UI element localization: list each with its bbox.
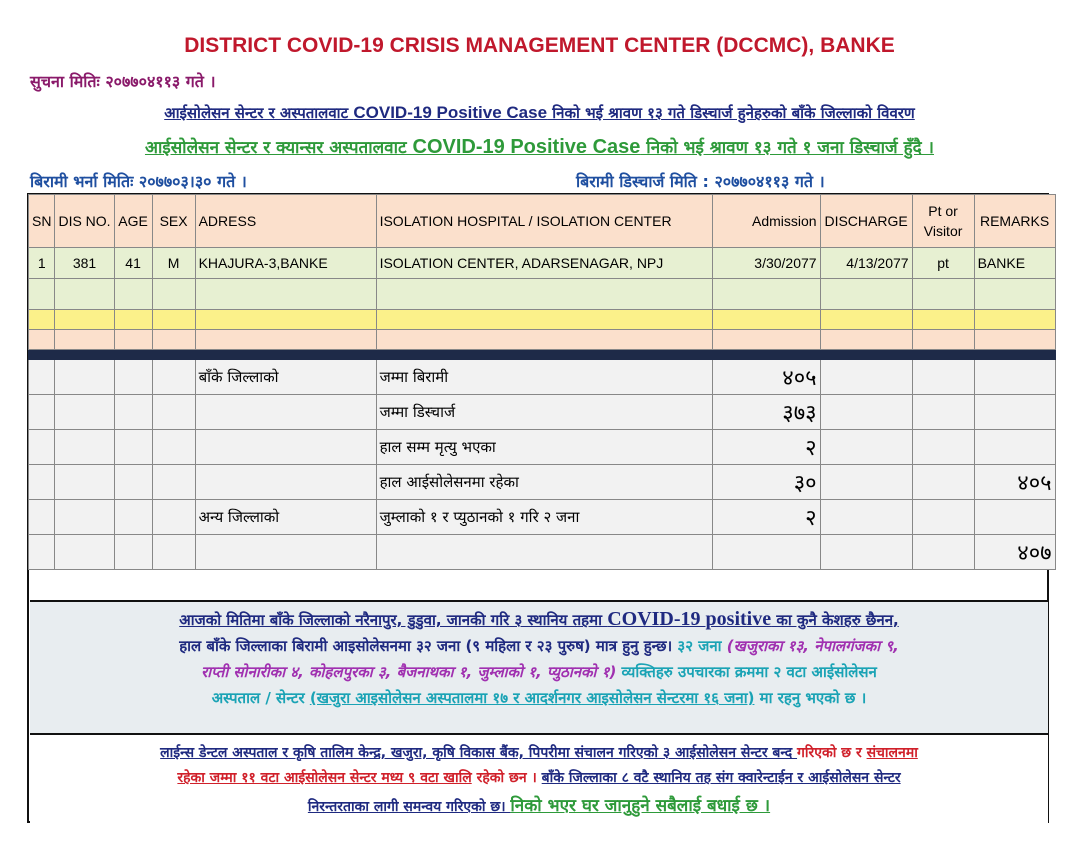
subtitle-discharge-details <box>0 103 1079 123</box>
para2-line2 <box>30 768 1048 787</box>
subtitle2-part-c: निको भई श्रावण १३ गते १ जना डिस्चार्ज हुँदै । <box>640 138 935 158</box>
deaths-value: २ <box>712 430 820 465</box>
status-paragraph <box>30 600 1048 734</box>
in-isolation-value: ३० <box>712 465 820 500</box>
para1-line2-c: (खजुराका १३, नेपालगंजका ९, <box>726 637 899 655</box>
table-row <box>29 248 1056 279</box>
col-pt-or-visitor: Pt or Visitor <box>912 195 974 248</box>
in-isolation-label: हाल आईसोलेसनमा रहेका <box>376 465 712 500</box>
summary-row <box>29 395 1056 430</box>
summary-row <box>29 500 1056 535</box>
total-patients-label: जम्मा बिरामी <box>376 360 712 395</box>
discharge-date: बिरामी डिस्चार्ज मिति : २०७७०४११३ गते । <box>576 172 825 191</box>
other-detail-label: जुम्लाको १ र प्युठानको १ गरि २ जना <box>376 500 712 535</box>
para2-line1-a: लाईन्स डेन्टल अस्पताल र कृषि तालिम केन्द्र, खजुरा, कृषि विकास बैंक, पिपरीमा संचालन गरिएको ३ आईसोलेसन सेन्टर बन्द <box>160 745 798 761</box>
col-remarks: REMARKS <box>974 195 1055 248</box>
para1-line1 <box>30 608 1048 631</box>
page-title: DISTRICT COVID-19 CRISIS MANAGEMENT CENTER (DCCMC), BANKE <box>184 34 895 57</box>
cell-remarks: BANKE <box>974 248 1055 279</box>
empty-row <box>29 279 1056 310</box>
isolation-center-paragraph <box>30 733 1048 823</box>
subtitle1-part-c: निको भई श्रावण १३ गते डिस्चार्ज हुनेहरुको बाँके जिल्लाको विवरण <box>547 104 915 122</box>
para1-line2-a: हाल बाँके जिल्लाका बिरामी आइसोलेसनमा ३२ जना (९ महिला र २३ पुरुष) मात्र हुनु हुन्छ। <box>179 637 678 655</box>
subtitle1-part-b: COVID-19 Positive Case <box>353 103 548 122</box>
admission-date: बिरामी भर्ना मितिः २०७७०३।३० गते । <box>30 172 247 191</box>
col-dis-no: DIS NO. <box>55 195 114 248</box>
notice-date: सुचना मितिः २०७७०४११३ गते । <box>30 72 216 91</box>
summary-row <box>29 360 1056 395</box>
cell-pt: pt <box>912 248 974 279</box>
para2-line1-c: संचालनमा <box>866 745 918 761</box>
cell-discharge: 4/13/2077 <box>820 248 912 279</box>
other-district-label: अन्य जिल्लाको <box>195 500 376 535</box>
para2-line2-a: रहेका जम्मा ११ वटा आईसोलेसन सेन्टर मध्य ९ वटा खालि <box>177 770 472 786</box>
para1-line1-a: आजको मितिमा बाँके जिल्लाको नरैनापुर, डुडुवा, जानकी गरि ३ स्थानिय तहमा <box>179 611 608 629</box>
patients-table <box>28 194 1056 570</box>
summary-row <box>29 535 1056 570</box>
para1-line4-a: अस्पताल / सेन्टर <box>211 689 310 707</box>
cell-hospital: ISOLATION CENTER, ADARSENAGAR, NPJ <box>376 248 712 279</box>
total-discharge-label: जम्मा डिस्चार्ज <box>376 395 712 430</box>
para1-line4 <box>30 688 1048 708</box>
col-sex: SEX <box>152 195 195 248</box>
total-discharge-value: ३७३ <box>712 395 820 430</box>
divider-row <box>29 350 1056 360</box>
para2-line1 <box>30 743 1048 762</box>
cell-address: KHAJURA-3,BANKE <box>195 248 376 279</box>
table-header-row <box>29 195 1056 248</box>
para1-line2-b: ३२ जना <box>677 637 727 655</box>
summary-row <box>29 465 1056 500</box>
para1-line4-b: (खजुरा आइसोलेसन अस्पतालमा १७ र आदर्शनगर आइसोलेसन सेन्टरमा १६ जना) <box>309 689 755 707</box>
empty-row <box>29 310 1056 330</box>
grand-total-value: ४०७ <box>974 535 1055 570</box>
banke-label: बाँके जिल्लाको <box>195 360 376 395</box>
other-count-value: २ <box>712 500 820 535</box>
para1-line4-c: मा रहनु भएको छ । <box>754 689 867 707</box>
para1-line1-c: का कुनै केशहरु छैनन, <box>771 611 899 629</box>
summary-row <box>29 430 1056 465</box>
col-discharge: DISCHARGE <box>820 195 912 248</box>
para1-line2 <box>30 636 1048 656</box>
empty-row <box>29 330 1056 350</box>
para1-line1-b: COVID-19 positive <box>607 608 772 630</box>
total-patients-value: ४०५ <box>712 360 820 395</box>
para2-line2-c: बाँके जिल्लाका ८ वटै स्थानिय तह संग क्वारेन्टाईन र आईसोलेसन सेन्टर <box>541 770 901 786</box>
cell-age: 41 <box>114 248 152 279</box>
subtitle2-part-b: COVID-19 Positive Case <box>412 136 641 158</box>
subtitle1-part-a: आईसोलेसन सेन्टर र अस्पतालवाट <box>164 104 354 122</box>
col-admission: Admission <box>712 195 820 248</box>
para1-line3-b: व्यक्तिहरु उपचारका क्रममा २ वटा आईसोलेसन <box>616 663 877 681</box>
cell-admission: 3/30/2077 <box>712 248 820 279</box>
para2-line3-a: निरन्तरताका लागी समन्वय गरिएको छ। <box>307 799 511 815</box>
para1-line3 <box>30 662 1048 682</box>
para2-line2-b: रहेको छन । <box>471 770 542 786</box>
col-age: AGE <box>114 195 152 248</box>
deaths-label: हाल सम्म मृत्यु भएका <box>376 430 712 465</box>
col-hospital: ISOLATION HOSPITAL / ISOLATION CENTER <box>376 195 712 248</box>
para1-line3-a: राप्ती सोनारीका ४, कोहलपुरका ३, बैजनाथका १, जुम्लाको १, प्युठानको १) <box>201 663 617 681</box>
col-address: ADRESS <box>195 195 376 248</box>
para2-line3-b: निको भएर घर जानुहुने सबैलाई बधाई छ । <box>510 796 771 816</box>
para2-line1-b: गरिएको छ र <box>797 745 867 761</box>
cell-sex: M <box>152 248 195 279</box>
col-sn: SN <box>29 195 55 248</box>
banke-total-value: ४०५ <box>974 465 1055 500</box>
cell-dis-no: 381 <box>55 248 114 279</box>
para2-line3 <box>30 793 1048 816</box>
subtitle2-part-a: आईसोलेसन सेन्टर र क्यान्सर अस्पतालवाट <box>144 138 413 158</box>
subtitle-discharge-today <box>0 135 1079 159</box>
cell-sn: 1 <box>29 248 55 279</box>
